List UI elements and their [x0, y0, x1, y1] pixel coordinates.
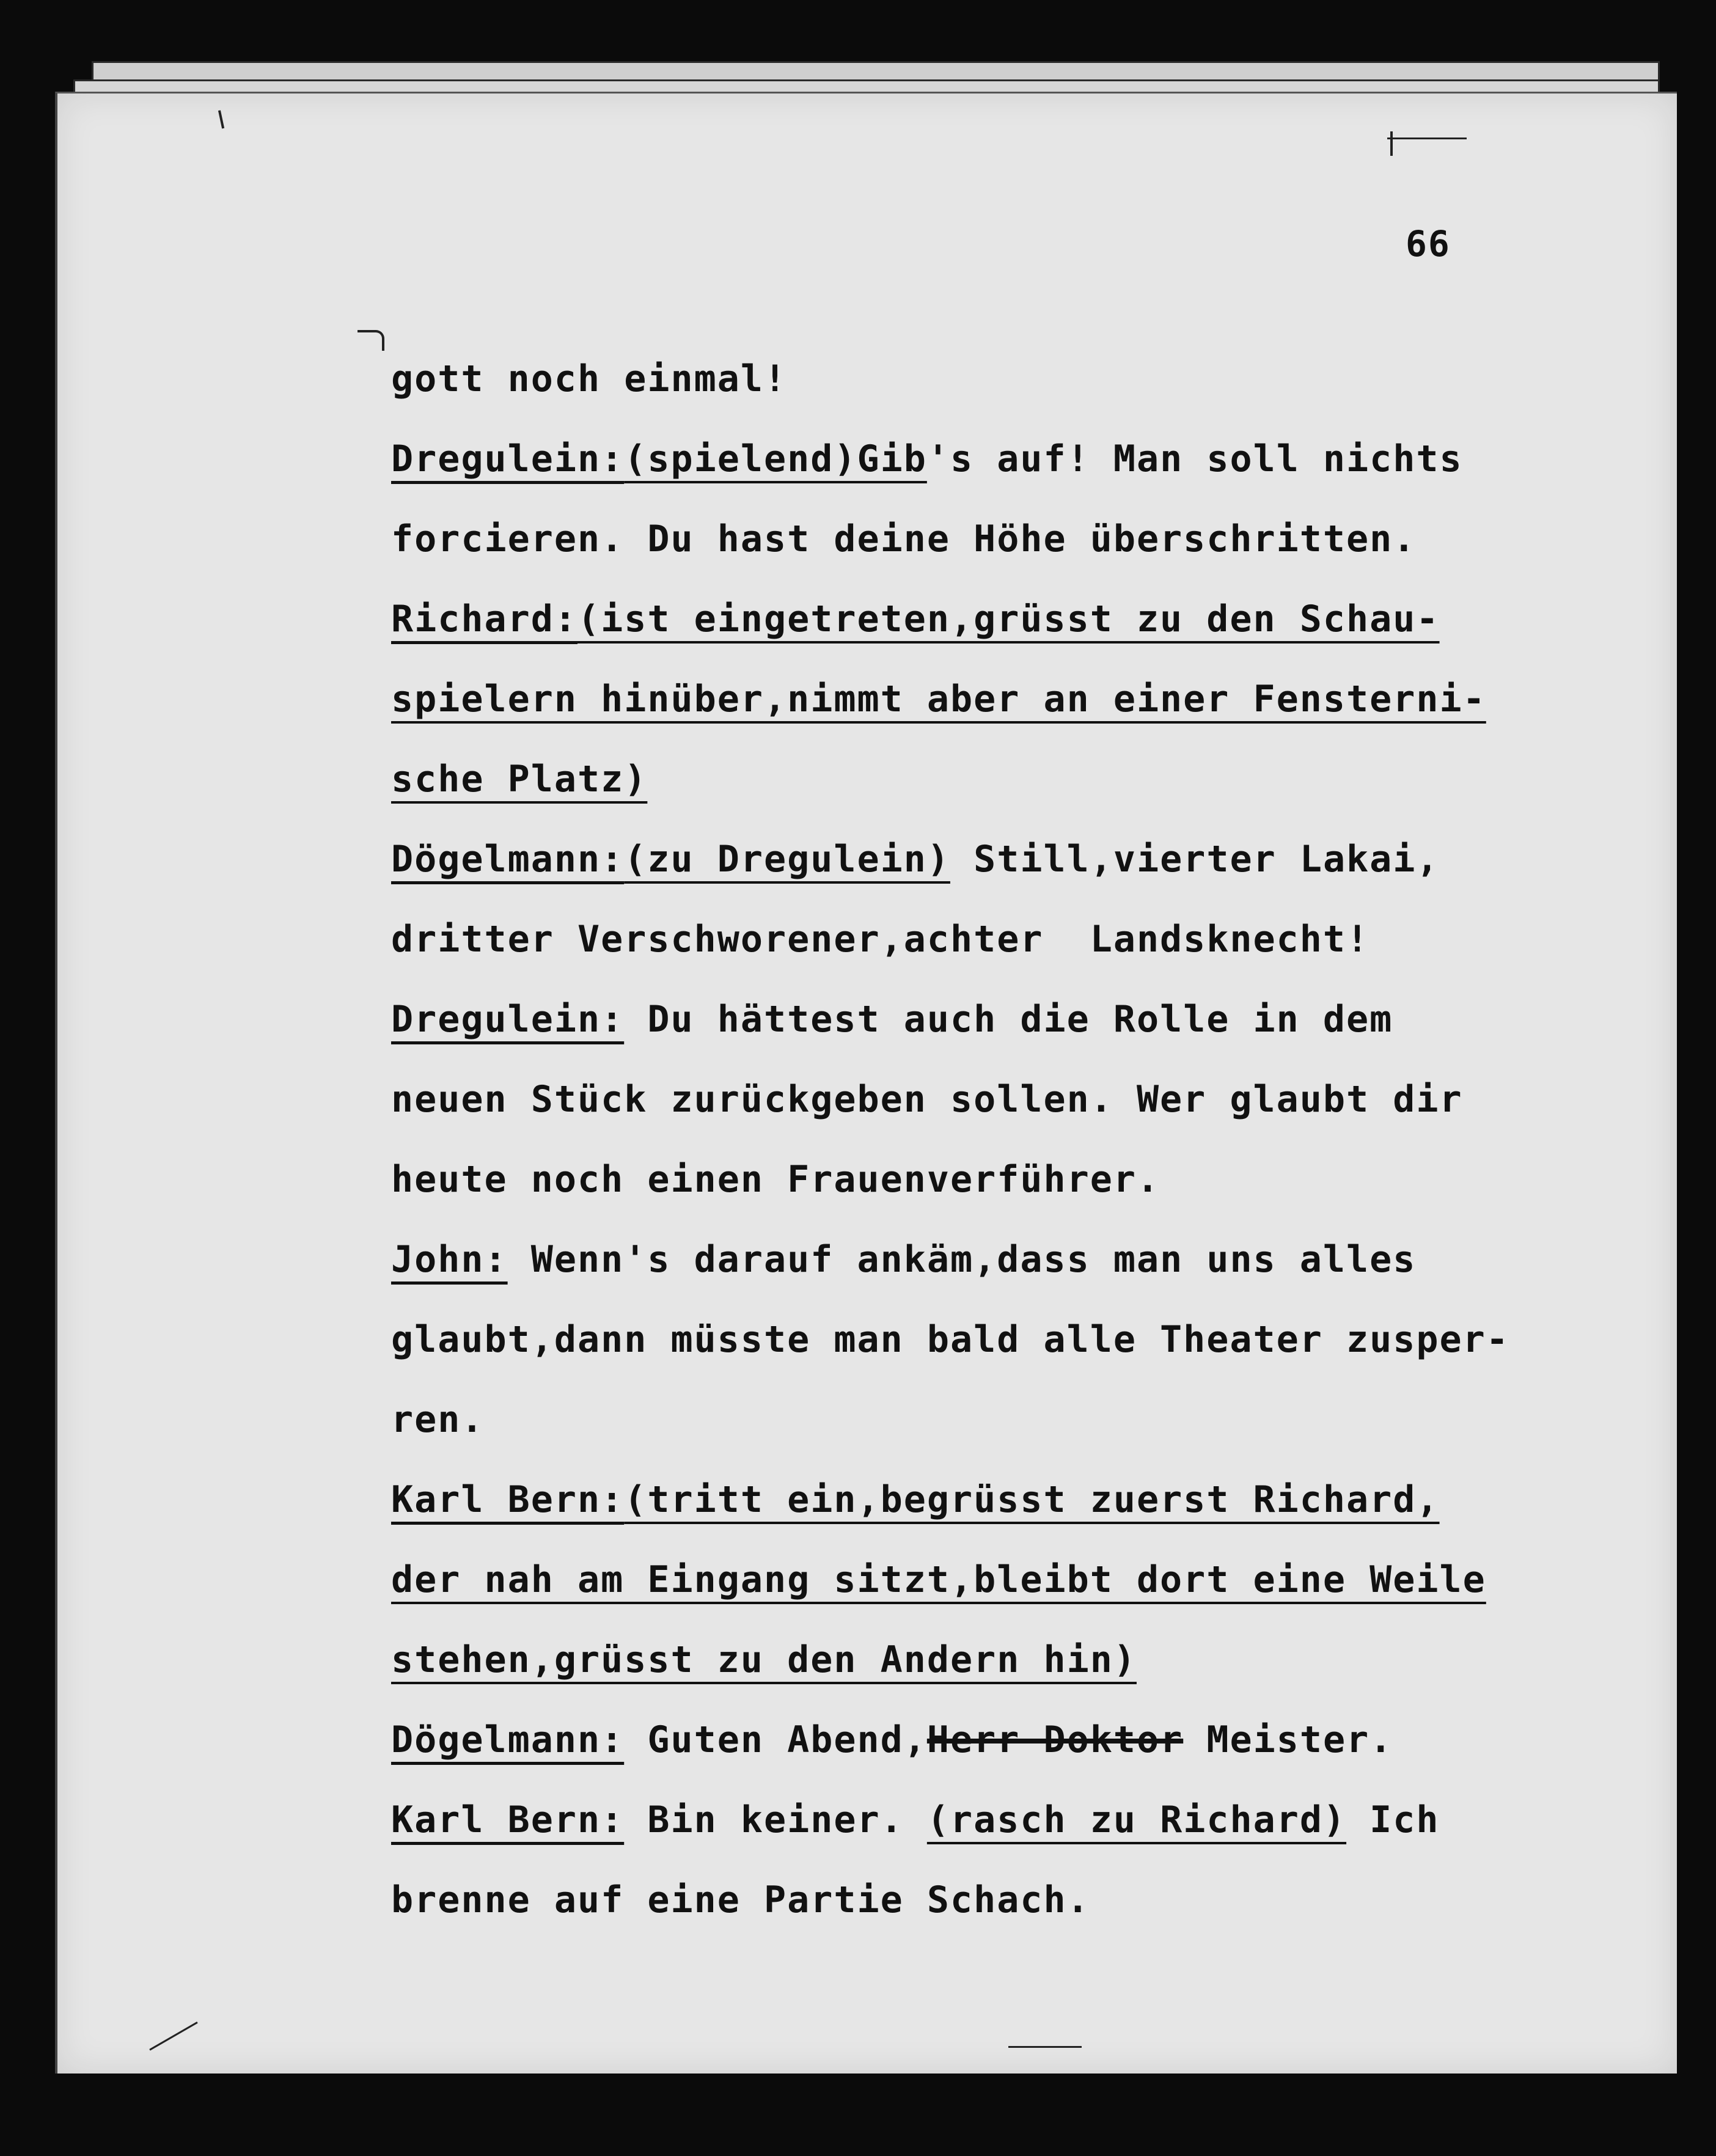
dialogue-text: forcieren. Du hast deine Höhe überschritten. [391, 518, 1417, 560]
speaker-name: Dögelmann: [391, 1718, 625, 1761]
dialogue-text: neuen Stück zurückgeben sollen. Wer glaubt dir [391, 1078, 1463, 1121]
speaker-name: Dregulein: [391, 438, 625, 480]
stage-direction: sche Platz) [391, 758, 648, 801]
pencil-mark [1008, 2046, 1082, 2050]
text-line [391, 1638, 1137, 1681]
dialogue-text: heute noch einen Frauenverführer. [391, 1158, 1160, 1201]
text-line [391, 1799, 1440, 1841]
stage-direction: (rasch zu Richard) [926, 1799, 1347, 1841]
pencil-mark [1387, 138, 1467, 152]
stage-direction: der nah am Eingang sitzt,bleibt dort eine Weile [391, 1558, 1486, 1601]
dialogue-text: 's auf! Man soll nichts [926, 438, 1463, 480]
speaker-name: Karl Bern: [391, 1478, 625, 1521]
dialogue-text: brenne auf eine Partie Schach. [391, 1879, 1090, 1921]
text-line [391, 678, 1486, 721]
dialogue-text: gott noch einmal! [391, 358, 788, 400]
text-line [391, 598, 1440, 640]
text-line [391, 1078, 1463, 1121]
struck-text: Herr Doktor [926, 1718, 1184, 1761]
dialogue-text: glaubt,dann müsste man bald alle Theater zusper- [391, 1318, 1509, 1361]
text-line [391, 998, 1393, 1041]
text-line [391, 1718, 1393, 1761]
stage-direction: (zu Dregulein) [624, 838, 950, 881]
stage-direction: (spielend)Gib [624, 438, 927, 480]
page-number: 66 [1406, 223, 1451, 265]
text-line [391, 1238, 1416, 1281]
pencil-mark [1390, 131, 1395, 156]
speaker-name: Richard: [391, 598, 578, 640]
dialogue-text: Wenn's darauf ankäm,dass man uns alles [507, 1238, 1417, 1281]
stage-direction: (tritt ein,begrüsst zuerst Richard, [624, 1478, 1440, 1521]
speaker-name: Dögelmann: [391, 838, 625, 881]
dialogue-text: Guten Abend, [624, 1718, 927, 1761]
text-line [391, 1158, 1160, 1201]
stage-direction: spielern hinüber,nimmt aber an einer Fensterni- [391, 678, 1486, 721]
stage-direction: stehen,grüsst zu den Andern hin) [391, 1638, 1137, 1681]
text-line [391, 1558, 1486, 1601]
text-line [391, 918, 1370, 961]
text-line [391, 1879, 1090, 1921]
text-line [391, 838, 1440, 881]
speaker-name: John: [391, 1238, 508, 1281]
dialogue-text: Ich [1346, 1799, 1440, 1841]
dialogue-text: ren. [391, 1398, 485, 1441]
dialogue-text: Meister. [1183, 1718, 1393, 1761]
dialogue-text: Still,vierter Lakai, [950, 838, 1440, 881]
dialogue-text: dritter Verschworener,achter Landsknecht! [391, 918, 1370, 961]
speaker-name: Dregulein: [391, 998, 625, 1041]
text-line [391, 358, 787, 400]
text-line [391, 438, 1463, 480]
text-line [391, 1398, 485, 1441]
text-line [391, 1318, 1509, 1361]
dialogue-text: Bin keiner. [624, 1799, 927, 1841]
text-line [391, 1478, 1440, 1521]
text-line [391, 758, 647, 801]
stage-direction: (ist eingetreten,grüsst zu den Schau- [577, 598, 1440, 640]
dialogue-text: Du hättest auch die Rolle in dem [624, 998, 1393, 1041]
pencil-mark [358, 330, 384, 351]
text-line [391, 518, 1416, 560]
speaker-name: Karl Bern: [391, 1799, 625, 1841]
